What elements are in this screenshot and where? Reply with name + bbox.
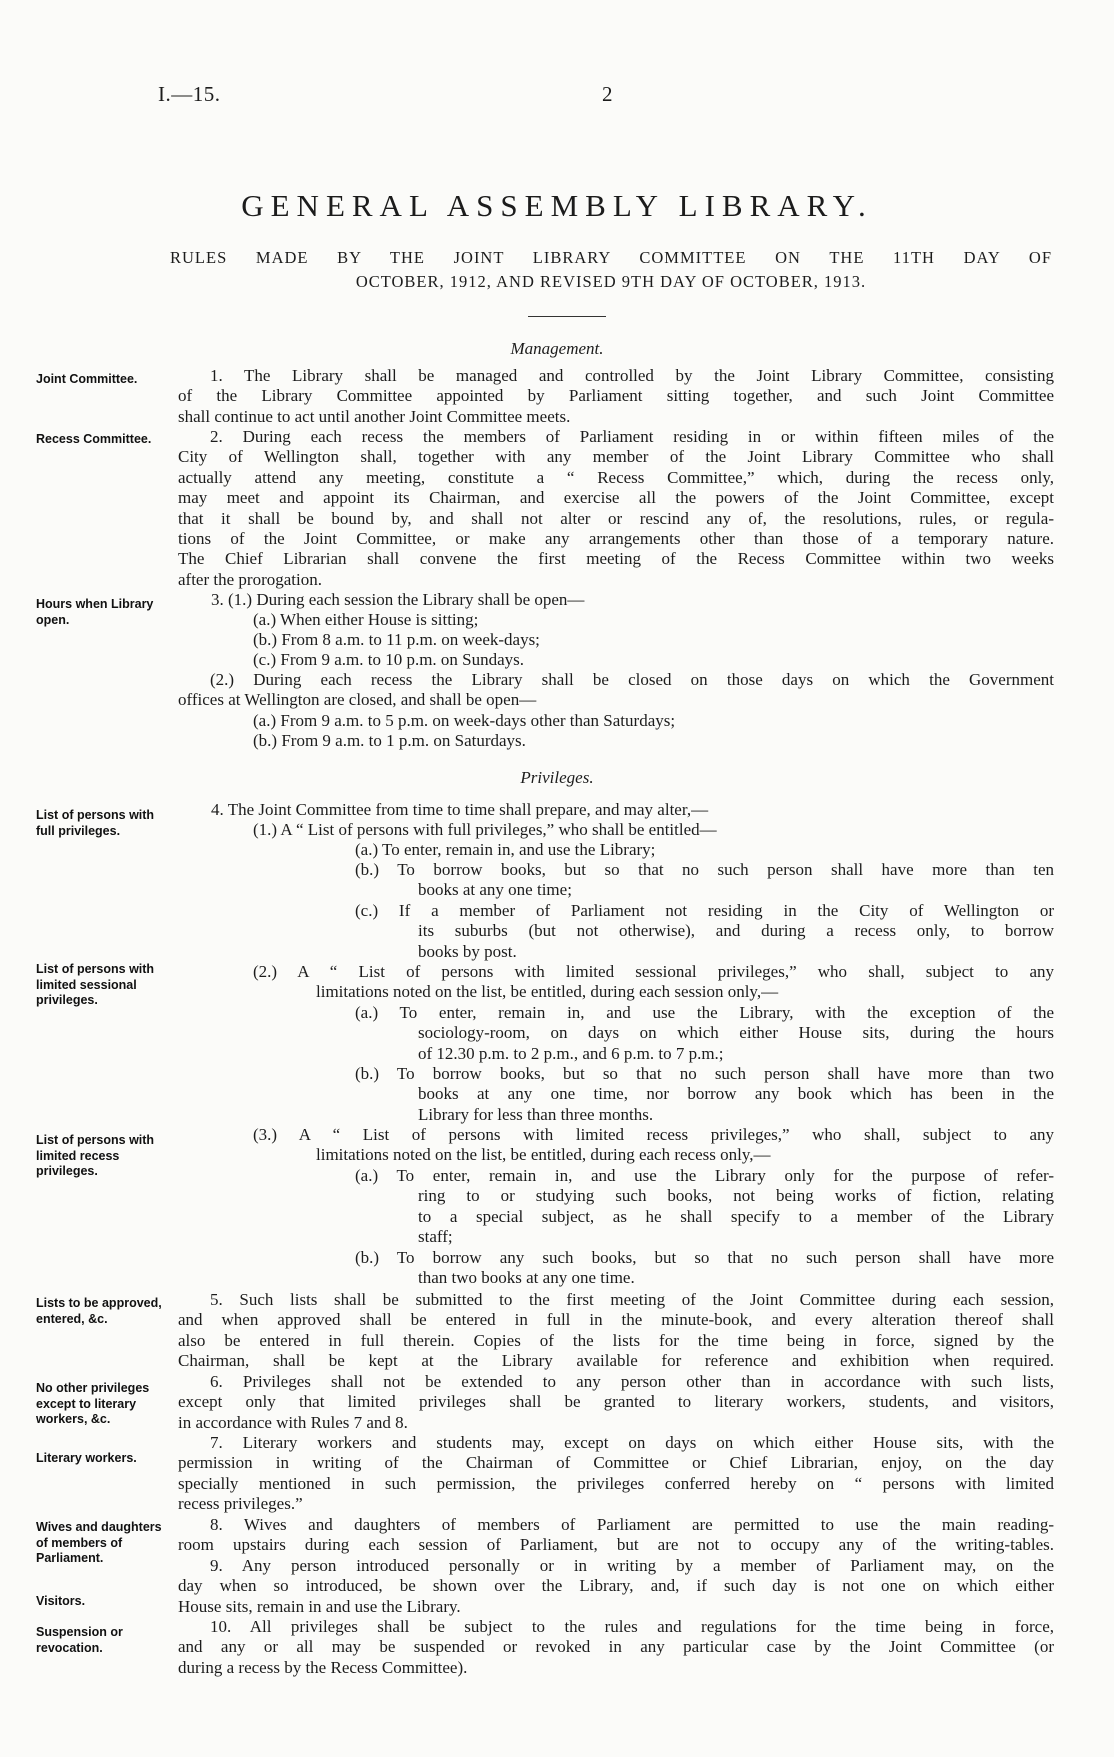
rule-1-line: 1. The Library shall be managed and controlled by the Joint Library Committee, consisting: [210, 366, 1054, 385]
rule-4-1-a: (a.) To enter, remain in, and use the Library;: [355, 840, 656, 859]
rule-3-2-line: (2.) During each recess the Library shall be closed on those days on which the Government: [210, 670, 1054, 689]
rule-4-2-b-line: books at any one time, nor borrow any book which has been in the: [418, 1084, 1054, 1104]
document-reference: I.—15.: [158, 82, 221, 106]
rule-2-line: tions of the Joint Committee, or make any arrangements other than those of a temporary nature.: [178, 529, 1054, 549]
rule-1: [178, 366, 1054, 427]
rule-4-1: (1.) A “ List of persons with full privileges,” who shall be entitled—: [253, 820, 717, 839]
rule-3-2: [178, 670, 1054, 711]
rule-9-line: House sits, remain in and use the Library.: [178, 1596, 461, 1616]
rule-4-2-line: limitations noted on the list, be entitled, during each session only,—: [316, 982, 779, 1002]
sidenote-suspension: Suspension or revocation.: [36, 1625, 123, 1655]
rule-6: [178, 1372, 1054, 1433]
rule-4-3-a-line: (a.) To enter, remain in, and use the Library only for the purpose of refer-: [355, 1166, 1054, 1185]
rule-4-2-line: (2.) A “ List of persons with limited sessional privileges,” who shall, subject to any: [253, 962, 1054, 981]
section-heading-privileges: Privileges.: [520, 768, 594, 787]
rule-4-2-b: [355, 1064, 1054, 1125]
rule-4: 4. The Joint Committee from time to time shall prepare, and may alter,—: [211, 800, 709, 819]
rule-5-line: also be entered in full therein. Copies of the lists for the time being in force, signed by the: [178, 1330, 1054, 1350]
title-divider: [528, 316, 606, 317]
rule-4-3-line: (3.) A “ List of persons with limited recess privileges,” who shall, subject to any: [253, 1125, 1054, 1144]
sidenote-recess-committee: Recess Committee.: [36, 432, 152, 446]
rule-4-1-b-line: (b.) To borrow books, but so that no such person shall have more than ten: [355, 860, 1054, 879]
rule-3-2-a: (a.) From 9 a.m. to 5 p.m. on week-days other than Saturdays;: [253, 711, 676, 730]
rule-4-3: [253, 1125, 1054, 1166]
sidenote-no-other-privileges: No other privileges except to literary workers, &c.: [36, 1381, 150, 1426]
rule-3-1-c: (c.) From 9 a.m. to 10 p.m. on Sundays.: [253, 650, 525, 669]
rule-1-line: shall continue to act until another Joint Committee meets.: [178, 406, 571, 426]
sidenote-literary-workers: Literary workers.: [36, 1451, 137, 1465]
rule-7-line: 7. Literary workers and students may, except on days on which either House sits, with the: [210, 1433, 1054, 1452]
rule-4-2-a-line: sociology-room, on days on which either House sits, during the hours: [418, 1023, 1054, 1043]
sidenote-lists-approved: Lists to be approved, entered, &c.: [36, 1296, 162, 1326]
rule-3-1-b: (b.) From 8 a.m. to 11 p.m. on week-days;: [253, 630, 540, 649]
rule-4-1-c-line: books by post.: [418, 941, 517, 961]
rule-6-line: 6. Privileges shall not be extended to any person other than in accordance with such lists,: [210, 1372, 1054, 1391]
rule-10: [178, 1617, 1054, 1678]
rule-9-line: day when so introduced, be shown over the Library, and, if such day is not one on which either: [178, 1576, 1054, 1596]
rule-8: [178, 1515, 1054, 1556]
rule-8-line: 8. Wives and daughters of members of Parliament are permitted to use the main reading-: [210, 1515, 1054, 1534]
rule-2-line: may meet and appoint its Chairman, and exercise all the powers of the Joint Committee, except: [178, 488, 1054, 508]
rule-4-3-a: [355, 1166, 1054, 1248]
rule-4-1-b: [355, 860, 1054, 901]
sidenote-hours-open: Hours when Library open.: [36, 597, 154, 627]
rule-4-3-a-line: to a special subject, as he shall specify to a member of the Library: [418, 1206, 1054, 1226]
rule-9: [178, 1556, 1054, 1617]
rule-2-line: City of Wellington shall, together with any member of the Joint Library Committee who shall: [178, 447, 1054, 467]
rule-8-line: room upstairs during each session of Parliament, but are not to occupy any of the writing-tables.: [178, 1535, 1054, 1555]
rule-7-line: specially mentioned in such permission, the privileges conferred hereby on “ persons with limited: [178, 1473, 1054, 1493]
page-title: GENERAL ASSEMBLY LIBRARY.: [241, 188, 873, 223]
rule-3-1: 3. (1.) During each session the Library shall be open—: [211, 590, 585, 609]
sidenote-wives-daughters: Wives and daughters of members of Parliament.: [36, 1520, 162, 1565]
rule-7-line: recess privileges.”: [178, 1494, 303, 1514]
page-number: 2: [602, 82, 613, 106]
rule-3-1-a: (a.) When either House is sitting;: [253, 610, 479, 629]
rule-4-1-c: [355, 901, 1054, 962]
rule-10-line: and any or all may be suspended or revoked in any particular case by the Joint Committee (or: [178, 1637, 1054, 1657]
rule-10-line: during a recess by the Recess Committee).: [178, 1657, 468, 1677]
rule-5: [178, 1290, 1054, 1372]
rule-2-line: actually attend any meeting, constitute a “ Recess Committee,” which, during the recess only,: [178, 467, 1054, 487]
rule-2-line: The Chief Librarian shall convene the first meeting of the Recess Committee within two weeks: [178, 549, 1054, 569]
sidenote-visitors: Visitors.: [36, 1594, 86, 1608]
rule-4-1-b-line: books at any one time;: [418, 880, 572, 900]
rule-4-3-b-line: (b.) To borrow any such books, but so that no such person shall have more: [355, 1248, 1054, 1267]
rule-5-line: 5. Such lists shall be submitted to the first meeting of the Joint Committee during each session,: [210, 1290, 1054, 1309]
rule-1-line: of the Library Committee appointed by Parliament sitting together, and such Joint Committee: [178, 386, 1054, 406]
rule-4-2-a: [355, 1003, 1054, 1064]
sidenote-full-privileges: List of persons with full privileges.: [36, 808, 155, 838]
rule-4-3-line: limitations noted on the list, be entitled, during each recess only,—: [316, 1145, 771, 1165]
rule-4-2: [253, 962, 1054, 1003]
rule-5-line: and when approved shall be entered in full in the minute-book, and every alteration thereof shall: [178, 1310, 1054, 1330]
rule-4-1-c-line: (c.) If a member of Parliament not residing in the City of Wellington or: [355, 901, 1054, 920]
sidenote-joint-committee: Joint Committee.: [36, 372, 138, 386]
sidenote-recess-privileges: List of persons with limited recess privileges.: [36, 1133, 155, 1178]
rule-10-line: 10. All privileges shall be subject to the rules and regulations for the time being in force,: [210, 1617, 1054, 1636]
rule-4-3-b: [355, 1248, 1054, 1289]
rule-2-line: that it shall be bound by, and shall not alter or rescind any of, the resolutions, rules, or regula-: [178, 508, 1054, 528]
subtitle-line-2: OCTOBER, 1912, AND REVISED 9TH DAY OF OCTOBER, 1913.: [355, 272, 867, 291]
rule-6-line: except only that limited privileges shall be granted to literary workers, students, and visitors,: [178, 1392, 1054, 1412]
rule-2-line: after the prorogation.: [178, 569, 322, 589]
subtitle-line-1: RULES MADE BY THE JOINT LIBRARY COMMITTEE ON THE 11TH DAY OF: [170, 248, 1052, 267]
rule-4-2-b-line: (b.) To borrow books, but so that no such person shall have more than two: [355, 1064, 1054, 1083]
rule-4-2-b-line: Library for less than three months.: [418, 1104, 654, 1124]
rule-3-2-line: offices at Wellington are closed, and shall be open—: [178, 690, 537, 710]
rule-3-2-b: (b.) From 9 a.m. to 1 p.m. on Saturdays.: [253, 731, 526, 750]
section-heading-management: Management.: [510, 339, 604, 358]
rule-4-1-c-line: its suburbs (but not otherwise), and during a recess only, to borrow: [418, 921, 1054, 941]
rule-7: [178, 1433, 1054, 1515]
rule-7-line: permission in writing of the Chairman of Committee or Chief Librarian, enjoy, on the day: [178, 1453, 1054, 1473]
sidenote-sessional-privileges: List of persons with limited sessional privileges.: [36, 962, 155, 1007]
rule-4-2-a-line: of 12.30 p.m. to 2 p.m., and 6 p.m. to 7 p.m.;: [418, 1043, 724, 1063]
rule-5-line: Chairman, shall be kept at the Library available for reference and exhibition when required.: [178, 1351, 1054, 1371]
page-subtitle: [170, 246, 1052, 294]
rule-4-2-a-line: (a.) To enter, remain in, and use the Library, with the exception of the: [355, 1003, 1054, 1022]
rule-9-line: 9. Any person introduced personally or in writing by a member of Parliament may, on the: [210, 1556, 1054, 1575]
rule-4-3-b-line: than two books at any one time.: [418, 1268, 635, 1288]
rule-4-3-a-line: staff;: [418, 1227, 453, 1247]
rule-6-line: in accordance with Rules 7 and 8.: [178, 1412, 408, 1432]
rule-2-line: 2. During each recess the members of Parliament residing in or within fifteen miles of the: [210, 427, 1054, 446]
rule-2: [178, 427, 1054, 590]
rule-4-3-a-line: ring to or studying such books, not being works of fiction, relating: [418, 1186, 1054, 1206]
